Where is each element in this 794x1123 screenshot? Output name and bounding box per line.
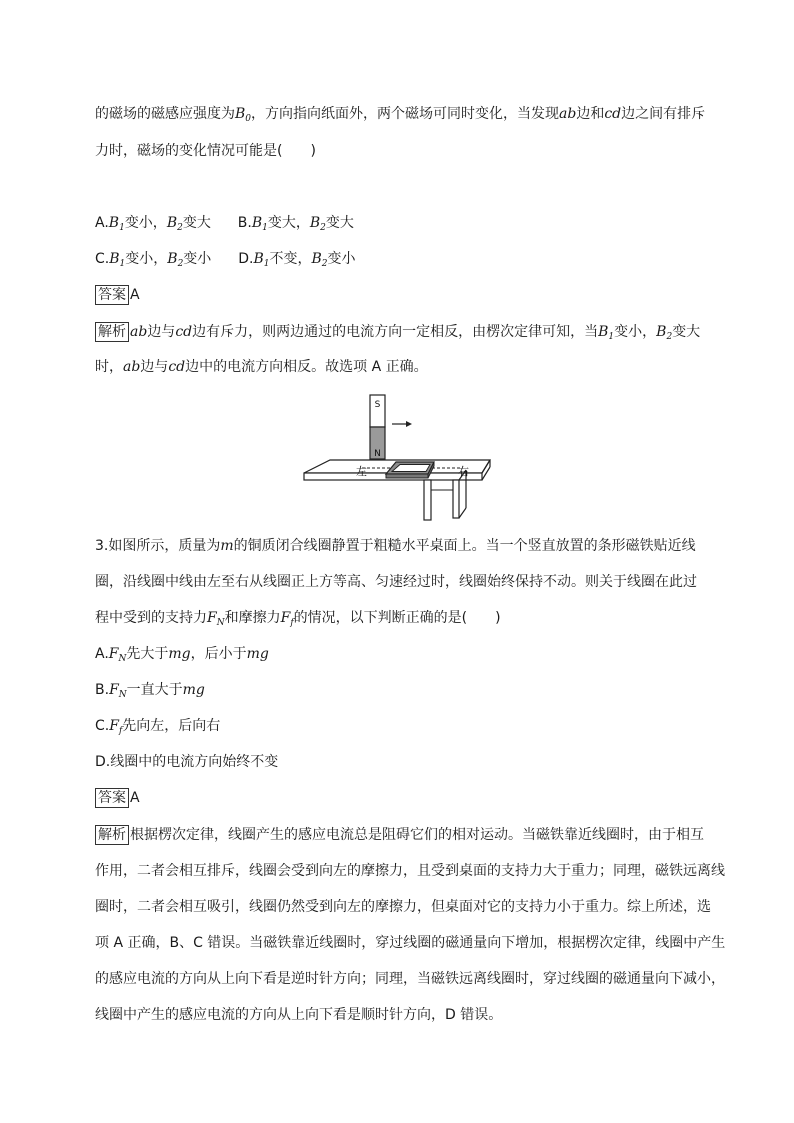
q2-stem-line2: 力时，磁场的变化情况可能是( ) bbox=[95, 143, 316, 159]
option-c: $C.B_1$变小，$B_2$变小 bbox=[95, 251, 212, 269]
motion-arrow-icon bbox=[392, 421, 412, 427]
q3-option-c: $C.F_f$先向左，后向右 bbox=[95, 718, 221, 736]
q2-answer bbox=[95, 285, 140, 305]
q2-options-ab bbox=[95, 213, 354, 233]
q3-analysis-line6: 线圈中产生的感应电流的方向从上向下看是顺时针方向，D 错误。 bbox=[95, 1007, 503, 1023]
q3-analysis-line1: 解析 根据楞次定律，线圈产生的感应电流总是阻碍它们的相对运动。当磁铁靠近线圈时，由于相互 bbox=[95, 825, 704, 845]
option-d: $D.B_1$不变，$B_2$变小 bbox=[238, 251, 356, 269]
q2-analysis-line1: 解析 ab边与cd边有斥力，则两边通过的电流方向一定相反，由楞次定律可知，当$B_1$变小，$B_2$变大 bbox=[95, 322, 700, 342]
q3-analysis-line4: 项 A 正确，B、C 错误。当磁铁靠近线圈时，穿过线圈的磁通量向下增加，根据楞次定律，线圈中产生 bbox=[95, 935, 726, 951]
q3-stem-line3: 程中受到的支持力$F_N$和摩擦力$F_f$的情况，以下判断正确的是( ) bbox=[95, 610, 501, 628]
magnet-n-label: N bbox=[374, 449, 381, 459]
option-b: $B.B_1$变大，$B_2$变大 bbox=[237, 215, 354, 233]
option-a: $A.B_1$变小，$B_2$变大 bbox=[95, 215, 211, 233]
q3-analysis-line2: 作用，二者会相互排斥，线圈会受到向左的摩擦力，且受到桌面的支持力大于重力；同理，磁铁远离线 bbox=[95, 863, 725, 879]
q3-option-a: $A.F_N$先大于mg，后小于mg bbox=[95, 646, 269, 664]
magnet-coil-figure bbox=[300, 390, 500, 525]
q3-stem-line1: 3.如图所示，质量为m的铜质闭合线圈静置于粗糙水平桌面上。当一个竖直放置的条形磁铁贴近线 bbox=[95, 538, 696, 554]
analysis-tag: 解析 bbox=[95, 825, 129, 845]
q3-option-b: $B.F_N$一直大于mg bbox=[95, 682, 205, 700]
q3-answer bbox=[95, 788, 140, 808]
answer-value: A bbox=[130, 287, 140, 303]
magnet-s-label: S bbox=[374, 400, 381, 410]
answer-tag: 答案 bbox=[95, 788, 129, 808]
q2-options-cd bbox=[95, 249, 356, 269]
var-b0: $B_0$ bbox=[235, 106, 252, 124]
q3-analysis-line5: 的感应电流的方向从上向下看是逆时针方向；同理，当磁铁远离线圈时，穿过线圈的磁通量向下减小， bbox=[95, 971, 725, 987]
q3-analysis-line3: 圈时，二者会相互吸引，线圈仍然受到向左的摩擦力，但桌面对它的支持力小于重力。综上所述，选 bbox=[95, 899, 711, 915]
q3-stem-line2: 圈，沿线圈中线由左至右从线圈正上方等高、匀速经过时，线圈始终保持不动。则关于线圈在此过 bbox=[95, 574, 697, 590]
q3-option-d: D.线圈中的电流方向始终不变 bbox=[95, 754, 279, 770]
label-left: 左 bbox=[356, 465, 367, 478]
q2-analysis-line2: 时，ab边与cd边中的电流方向相反。故选项 A 正确。 bbox=[95, 359, 428, 375]
q2-stem-line1: 的磁场的磁感应强度为$B_0$，方向指向纸面外，两个磁场可同时变化，当发现ab边和cd边之间有排斥 bbox=[95, 106, 706, 124]
analysis-tag: 解析 bbox=[95, 322, 129, 342]
answer-tag: 答案 bbox=[95, 285, 129, 305]
bar-magnet bbox=[370, 395, 385, 459]
answer-value: A bbox=[130, 790, 140, 806]
label-right: 右 bbox=[458, 465, 469, 478]
